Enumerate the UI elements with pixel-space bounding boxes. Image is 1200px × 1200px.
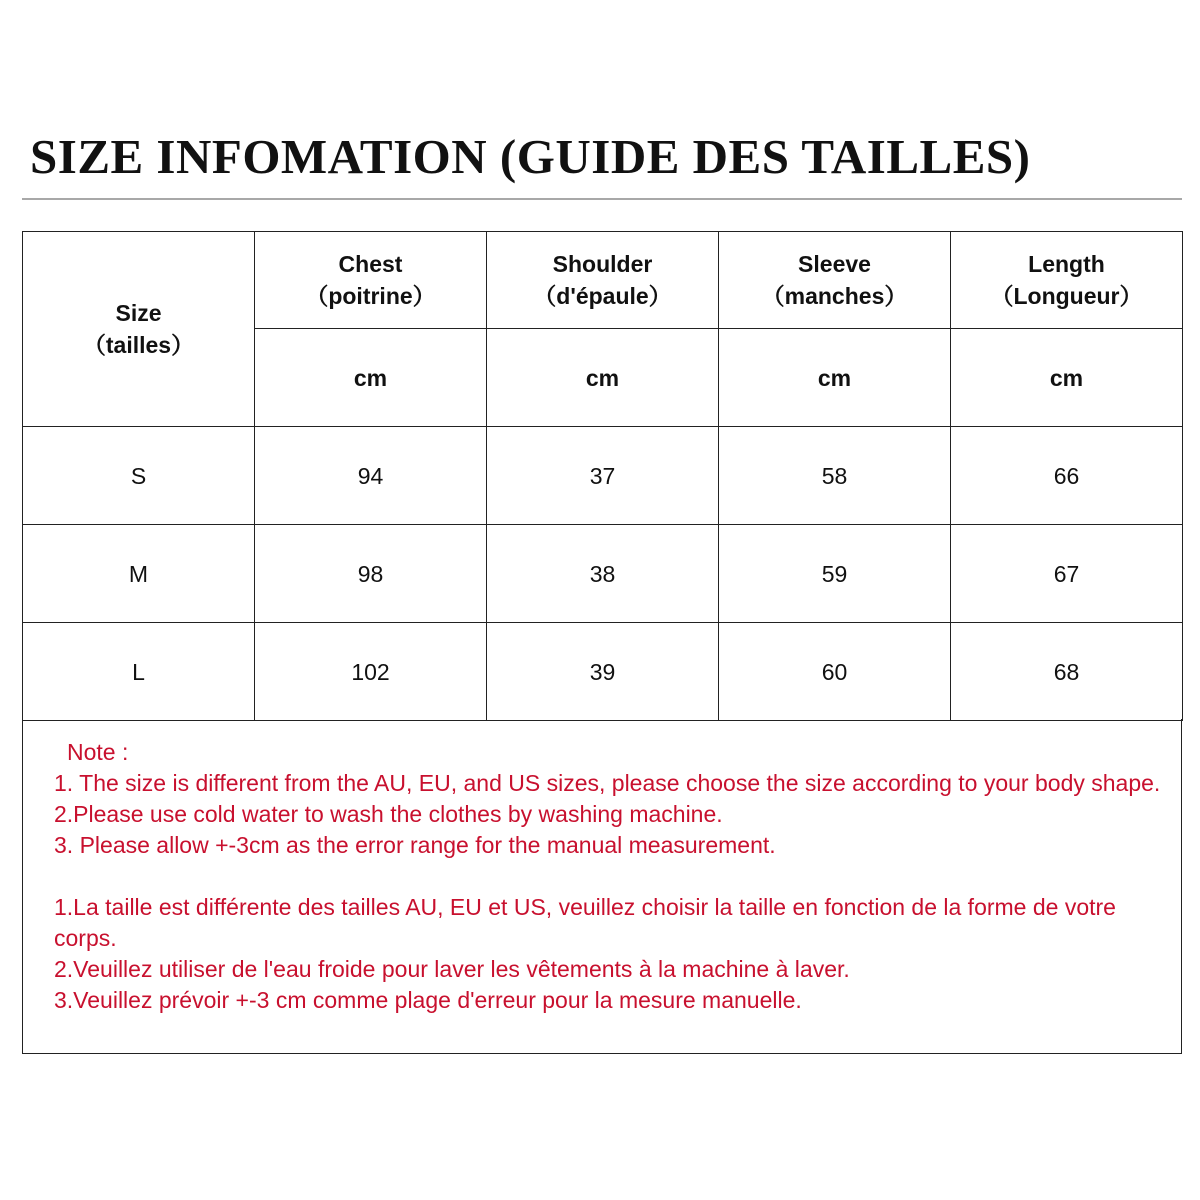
sleeve-unit: cm xyxy=(719,329,951,427)
shoulder-unit: cm xyxy=(487,329,719,427)
table-row xyxy=(23,623,1183,721)
note-label: Note : xyxy=(67,739,129,765)
title-divider xyxy=(22,198,1182,200)
length-cell: 67 xyxy=(951,525,1183,623)
length-header-label: Length xyxy=(1028,251,1105,277)
chest-header-french: （poitrine） xyxy=(305,283,436,309)
table-row xyxy=(23,525,1183,623)
chest-cell: 94 xyxy=(255,427,487,525)
size-cell: L xyxy=(23,623,255,721)
size-header-french: （tailles） xyxy=(82,332,195,358)
shoulder-cell: 37 xyxy=(487,427,719,525)
size-cell: S xyxy=(23,427,255,525)
size-header-label: Size xyxy=(115,300,162,326)
note-english-3: 3. Please allow +-3cm as the error range for the manual measurement. xyxy=(54,832,776,858)
chest-header-label: Chest xyxy=(338,251,403,277)
sleeve-header-french: （manches） xyxy=(761,283,908,309)
note-english-1: 1. The size is different from the AU, EU, and US sizes, please choose the size according to your body shape. xyxy=(54,770,1161,796)
shoulder-header-cell xyxy=(487,232,719,329)
shoulder-cell: 38 xyxy=(487,525,719,623)
length-cell: 68 xyxy=(951,623,1183,721)
chest-unit: cm xyxy=(255,329,487,427)
length-header-french: （Longueur） xyxy=(990,283,1143,309)
sleeve-cell: 59 xyxy=(719,525,951,623)
chest-cell: 98 xyxy=(255,525,487,623)
shoulder-cell: 39 xyxy=(487,623,719,721)
length-cell: 66 xyxy=(951,427,1183,525)
note-spacer xyxy=(54,861,1169,892)
note-french-2: 2.Veuillez utiliser de l'eau froide pour laver les vêtements à la machine à laver. xyxy=(54,956,850,982)
note-box xyxy=(22,719,1182,1054)
note-french-3: 3.Veuillez prévoir +-3 cm comme plage d'erreur pour la mesure manuelle. xyxy=(54,987,802,1013)
shoulder-header-label: Shoulder xyxy=(552,251,653,277)
note-french-1: 1.La taille est différente des tailles AU, EU et US, veuillez choisir la taille en fonction de la forme de votre corps. xyxy=(54,894,1116,951)
shoulder-header-french: （d'épaule） xyxy=(533,283,672,309)
chest-cell: 102 xyxy=(255,623,487,721)
note-text xyxy=(54,737,1169,1016)
note-english-2: 2.Please use cold water to wash the clothes by washing machine. xyxy=(54,801,723,827)
table-header-row xyxy=(23,232,1183,329)
table-row xyxy=(23,427,1183,525)
size-cell: M xyxy=(23,525,255,623)
length-unit: cm xyxy=(951,329,1183,427)
sleeve-cell: 60 xyxy=(719,623,951,721)
length-header-cell xyxy=(951,232,1183,329)
page-title: SIZE INFOMATION (GUIDE DES TAILLES) xyxy=(30,129,1031,184)
sleeve-header-cell xyxy=(719,232,951,329)
chest-header-cell xyxy=(255,232,487,329)
sleeve-cell: 58 xyxy=(719,427,951,525)
sleeve-header-label: Sleeve xyxy=(798,251,871,277)
size-table xyxy=(22,231,1183,721)
size-header-cell xyxy=(23,232,255,427)
